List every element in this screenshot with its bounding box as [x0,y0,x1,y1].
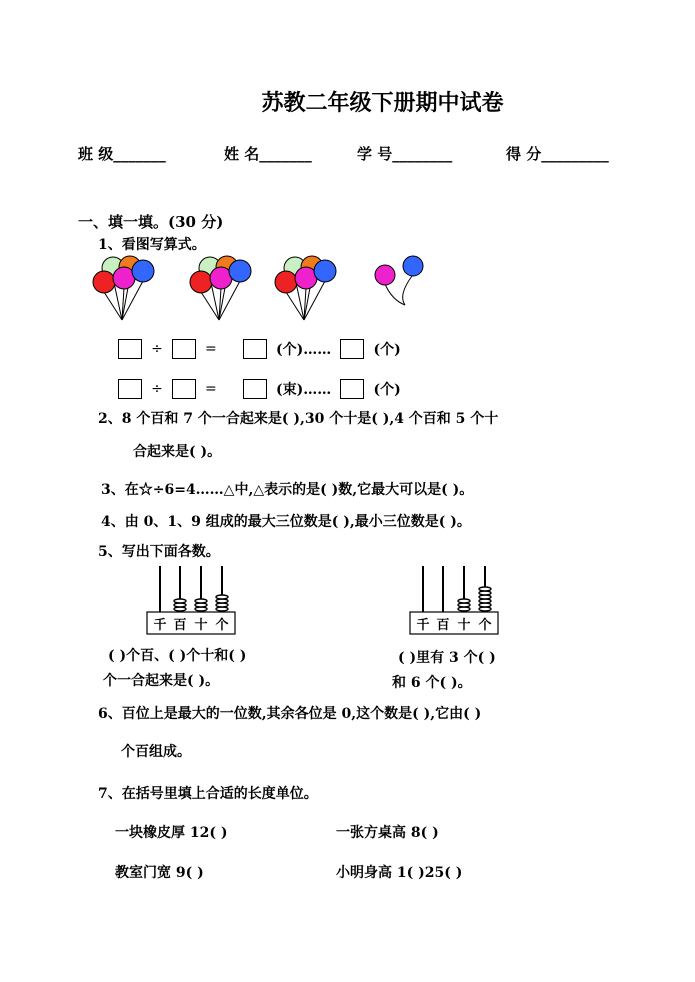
equation-row-1 [118,338,405,359]
question-3-text: 3、在☆÷6=4……△中,△表示的是( )数,它最大可以是( )。 [101,482,474,498]
student-id-field[interactable]: 学 号________ [357,145,453,163]
answer-box[interactable] [243,339,267,359]
abacus-bead [479,587,491,591]
unit-label: (个)…… [276,341,332,358]
abacus-place-label: 个 [478,618,492,633]
question-5-right-line-2: 和 6 个( )。 [392,675,472,691]
question-5-text: 5、写出下面各数。 [98,544,220,560]
answer-box[interactable] [340,339,364,359]
score-field[interactable]: 得 分_________ [506,145,609,163]
balloon-icon [275,271,297,293]
unit-label: (个) [373,381,401,398]
equation-row-2 [118,378,405,399]
abacus-place-label: 千 [416,618,430,633]
question-2-line-2: 合起来是( )。 [133,444,222,460]
answer-box[interactable] [118,379,142,399]
section-heading: 一、填一填。(30 分) [78,213,224,231]
abacus-place-label: 百 [436,618,450,633]
question-5-right-line-1: ( )里有 3 个( ) [398,650,496,666]
answer-box[interactable] [340,379,364,399]
balloon-icon [132,260,154,282]
question-5-left-line-1: ( )个百、( )个十和( ) [108,648,247,664]
page-title: 苏教二年级下册期中试卷 [261,90,504,116]
question-5-left-line-2: 个一合起来是( )。 [103,673,220,689]
unit-label: (束)…… [276,381,332,398]
question-6-line-2: 个百组成。 [121,744,191,760]
balloon-icon [93,271,115,293]
abacus-place-label: 百 [173,618,187,633]
abacus-place-label: 十 [457,618,471,633]
abacus-place-label: 千 [153,618,167,633]
abacus-bead [216,595,228,599]
balloon-bunch-2 [190,256,251,320]
answer-box[interactable] [243,379,267,399]
abacus-place-label: 个 [215,618,229,633]
equals-sign: = [205,340,217,357]
question-2-line-1: 2、8 个百和 7 个一合起来是( ),30 个十是( ),4 个百和 5 个十 [98,411,499,427]
abacus-bead [458,599,470,603]
balloon-icon [190,271,212,293]
abacus-place-label: 十 [194,618,208,633]
balloon-bunch-1 [93,256,154,320]
answer-box[interactable] [118,339,142,359]
question-7-text: 7、在括号里填上合适的长度单位。 [98,786,318,802]
question-7-item-d: 小明身高 1( )25( ) [336,865,463,881]
name-field[interactable]: 姓 名_______ [224,145,312,163]
balloon-icon [314,260,336,282]
question-7-item-c: 教室门宽 9( ) [115,865,204,881]
abacus-bead [195,599,207,603]
answer-box[interactable] [172,339,196,359]
balloons-illustration [0,250,695,340]
balloon-icon [403,256,423,276]
balloon-icon [375,265,395,285]
divide-sign: ÷ [151,380,163,397]
unit-label: (个) [373,341,401,358]
equals-sign: = [205,380,217,397]
question-4-text: 4、由 0、1、9 组成的最大三位数是( ),最小三位数是( )。 [101,514,471,530]
class-field[interactable]: 班 级_______ [78,145,166,163]
abacus-left [145,560,245,640]
question-7-item-a: 一块橡皮厚 12( ) [115,825,228,841]
question-1-text: 1、看图写算式。 [98,237,206,253]
balloon-bunch-3 [275,256,336,320]
abacus-right [408,560,508,640]
answer-box[interactable] [172,379,196,399]
balloon-icon [229,260,251,282]
balloon-pair [375,256,423,305]
question-7-item-b: 一张方桌高 8( ) [336,825,439,841]
question-6-line-1: 6、百位上是最大的一位数,其余各位是 0,这个数是( ),它由( ) [98,706,482,722]
divide-sign: ÷ [151,340,163,357]
abacus-bead [174,599,186,603]
